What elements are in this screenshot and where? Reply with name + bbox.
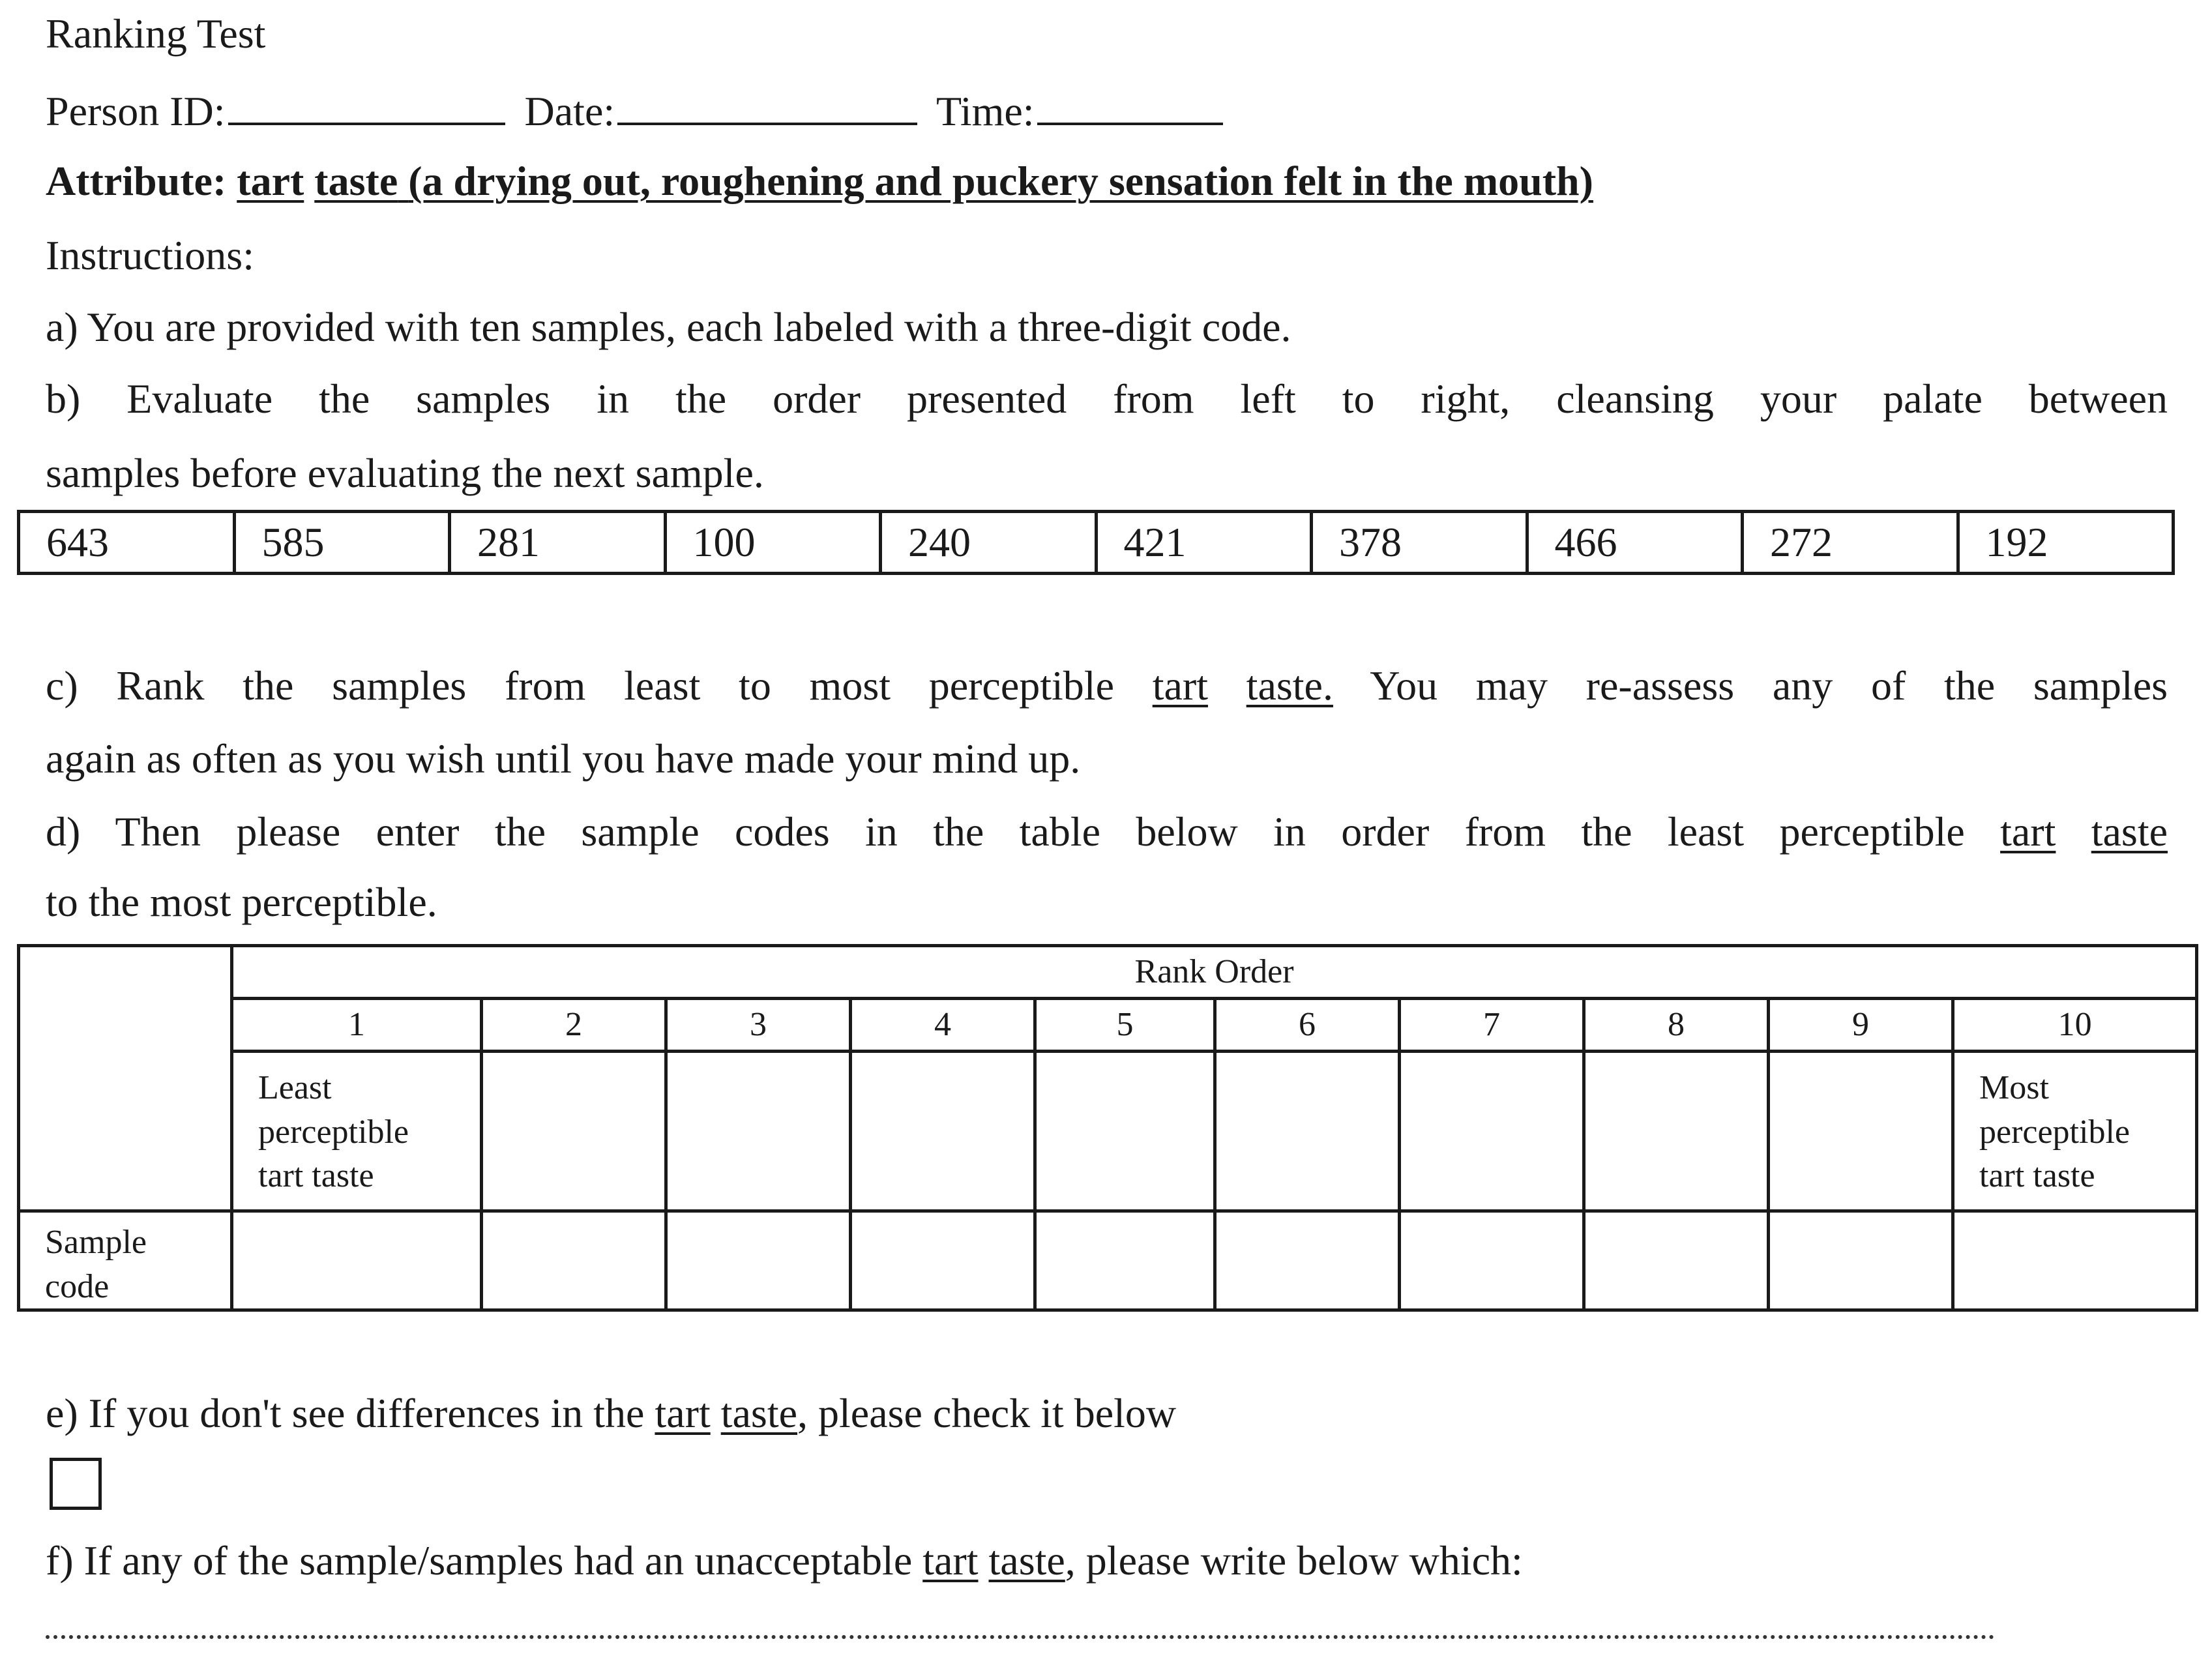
sample-code-cell: 240: [881, 512, 1097, 574]
rank-number-row: [19, 999, 2197, 1052]
instruction-e-word-taste: taste: [720, 1390, 797, 1436]
least-perceptible-label: [232, 1052, 482, 1211]
date-label: Date:: [524, 88, 615, 134]
instruction-e-word-tart: tart: [655, 1390, 711, 1436]
rank-number: 6: [1215, 999, 1400, 1052]
no-difference-checkbox[interactable]: [50, 1458, 102, 1510]
instruction-e: [46, 1390, 1177, 1436]
rank-number: 8: [1584, 999, 1769, 1052]
rank-number: 9: [1769, 999, 1953, 1052]
rank-label-empty: [666, 1052, 851, 1211]
instruction-c-word-taste: taste.: [1246, 662, 1333, 709]
row-label-line: code: [45, 1267, 110, 1305]
most-label-line: Most: [1979, 1069, 2049, 1106]
header-fields: [46, 86, 1232, 132]
sample-code-cell: 466: [1527, 512, 1743, 574]
person-id-label: Person ID:: [46, 88, 226, 134]
rank-entry-cell[interactable]: [1215, 1211, 1400, 1310]
instruction-f: [46, 1537, 1523, 1584]
instruction-f-word-taste: taste: [988, 1537, 1065, 1584]
rank-label-empty: [1400, 1052, 1584, 1211]
sample-code-cell: 643: [19, 512, 235, 574]
rank-entry-cell[interactable]: [666, 1211, 851, 1310]
instruction-d-word-tart: tart: [2000, 808, 2056, 855]
unacceptable-samples-answer-line[interactable]: [46, 1635, 1995, 1639]
rank-number: 3: [666, 999, 851, 1052]
sample-code-row: [19, 1211, 2197, 1310]
attribute-line: [46, 160, 1593, 202]
rank-entry-cell[interactable]: [851, 1211, 1035, 1310]
attribute-word-tart: tart: [237, 158, 304, 204]
rank-order-header: Rank Order: [232, 946, 2197, 999]
attribute-definition-text: (a drying out, roughening and puckery sensation felt in the mouth): [408, 158, 1593, 204]
rank-number: 5: [1035, 999, 1215, 1052]
instruction-d-text: d) Then please enter the sample codes in the table below in order from the least perceptible: [46, 808, 1965, 855]
sample-code-cell: 100: [665, 512, 881, 574]
rank-number: 1: [232, 999, 482, 1052]
instruction-c-word-tart: tart: [1152, 662, 1208, 709]
sample-codes-row: [19, 512, 2174, 574]
sample-code-cell: 272: [1743, 512, 1958, 574]
person-id-field[interactable]: [228, 86, 505, 125]
rank-label-empty: [482, 1052, 666, 1211]
rank-label-empty: [1035, 1052, 1215, 1211]
attribute-word-taste: taste: [314, 158, 398, 204]
rank-label-row: [19, 1052, 2197, 1211]
instruction-f-word-tart: tart: [922, 1537, 979, 1584]
rank-number: 2: [482, 999, 666, 1052]
instruction-c-line1: [46, 662, 2168, 709]
instruction-d-line1: [46, 808, 2168, 855]
least-label-line: Least: [258, 1069, 332, 1106]
rank-label-empty: [1769, 1052, 1953, 1211]
instruction-d-word-taste: taste: [2091, 808, 2168, 855]
instruction-c-text-end: You may re-assess any of the samples: [1370, 662, 2168, 709]
form-title: Ranking Test: [46, 10, 266, 57]
rank-order-table: [17, 944, 2198, 1312]
instruction-b-line1: b) Evaluate the samples in the order presented from left to right, cleansing your palate between: [46, 376, 2168, 422]
time-label: Time:: [936, 88, 1035, 134]
instruction-c-text: c) Rank the samples from least to most perceptible: [46, 662, 1114, 709]
time-field[interactable]: [1037, 86, 1223, 125]
rank-label-empty: [851, 1052, 1035, 1211]
least-label-line: tart taste: [258, 1157, 374, 1195]
instruction-e-text-end: , please check it below: [797, 1390, 1177, 1436]
rank-entry-cell[interactable]: [1584, 1211, 1769, 1310]
instruction-f-text: f) If any of the sample/samples had an unacceptable: [46, 1537, 913, 1584]
rank-entry-cell[interactable]: [482, 1211, 666, 1310]
sample-code-cell: 421: [1096, 512, 1312, 574]
rank-number: 10: [1953, 999, 2197, 1052]
rank-entry-cell[interactable]: [1400, 1211, 1584, 1310]
rank-label-empty: [1215, 1052, 1400, 1211]
rank-entry-cell[interactable]: [1769, 1211, 1953, 1310]
rank-entry-cell[interactable]: [232, 1211, 482, 1310]
rank-number: 7: [1400, 999, 1584, 1052]
instruction-e-text: e) If you don't see differences in the: [46, 1390, 645, 1436]
sample-code-cell: 585: [234, 512, 450, 574]
instruction-f-text-end: , please write below which:: [1065, 1537, 1523, 1584]
instruction-a: a) You are provided with ten samples, each labeled with a three-digit code.: [46, 304, 1291, 350]
instruction-d-line2: to the most perceptible.: [46, 879, 437, 925]
sample-code-cell: 192: [1958, 512, 2174, 574]
most-perceptible-label: [1953, 1052, 2197, 1211]
row-label-line: Sample: [45, 1224, 147, 1261]
instructions-label: Instructions:: [46, 232, 254, 278]
instruction-b-line2: samples before evaluating the next sample.: [46, 450, 764, 496]
rank-table-corner: [19, 946, 232, 1211]
instruction-c-line2: again as often as you wish until you have made your mind up.: [46, 735, 1081, 782]
attribute-label: Attribute:: [46, 158, 227, 204]
sample-codes-table: [17, 510, 2175, 575]
sample-code-cell: 281: [450, 512, 666, 574]
rank-entry-cell[interactable]: [1953, 1211, 2197, 1310]
rank-number: 4: [851, 999, 1035, 1052]
sample-code-cell: 378: [1312, 512, 1527, 574]
rank-label-empty: [1584, 1052, 1769, 1211]
rank-entry-cell[interactable]: [1035, 1211, 1215, 1310]
most-label-line: tart taste: [1979, 1157, 2095, 1195]
least-label-line: perceptible: [258, 1113, 409, 1151]
sample-code-row-label: [19, 1211, 232, 1310]
most-label-line: perceptible: [1979, 1113, 2130, 1151]
date-field[interactable]: [617, 86, 917, 125]
attribute-definition: [314, 158, 1593, 204]
